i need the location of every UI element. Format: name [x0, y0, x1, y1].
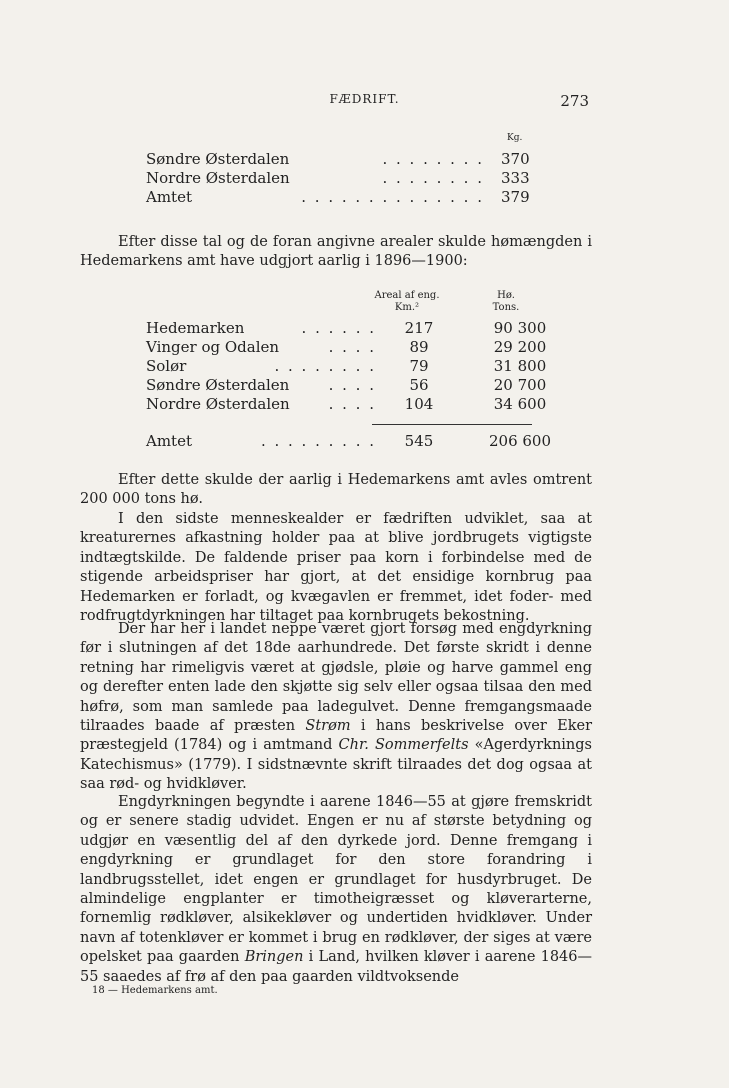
leader-dots: . . . . . . [301, 319, 376, 337]
paragraph-1: Efter dette skulde der aarlig i Hedemarkens amt avles omtrent 200 000 tons hø. [80, 472, 592, 508]
paragraph-3-text-b: i hans beskrivelse over Eker præstegjeld (1784) og i amtmand [80, 718, 593, 754]
col-header-area-unit: Km.² [394, 302, 420, 313]
running-header: FÆDRIFT. [329, 92, 400, 106]
paragraph-3-text-c: «Agerdyrknings Katechismus» (1779). I sidstnævnte skrift tilraades det dog ogsaa at saa rød- og hvidkløver. [80, 737, 592, 793]
row-value: 379 [501, 188, 530, 206]
hay-value: 34 600 [493, 395, 547, 413]
leader-dots: . . . . . . . . . [260, 432, 376, 450]
row-label: Solør [146, 357, 187, 375]
row-label: Vinger og Odalen [146, 338, 280, 356]
table1-unit: Kg. [507, 133, 523, 143]
col-header-hay-label: Hø. [497, 290, 515, 301]
total-rule [372, 424, 532, 425]
paragraph-3-text-a: Der har her i landet neppe været gjort forsøg med engdyrkning før i slutningen af det 18de aarhundrede. Det første skridt i denne retning har rimeligvis været at gjødsle, pløie og harve gammel eng og derefter enten lade den skjøtte sig selv eller ogsaa tilsaa den med høfrø, som man samlede paa ladegulvet. Denne fremgangsmaade tilraades baade af præsten [80, 621, 592, 735]
intro-paragraph: Efter disse tal og de foran angivne arealer skulde hømængden i Hedemarkens amt have udgjort aarlig i 1896—1900: [80, 234, 592, 270]
row-value: 333 [501, 169, 530, 187]
col-header-area-label: Areal af eng. [374, 290, 440, 301]
hay-value: 31 800 [493, 357, 547, 375]
area-value: 104 [404, 395, 434, 413]
total-hay: 206 600 [488, 432, 552, 450]
row-value: 370 [501, 150, 530, 168]
col-header-hay [478, 290, 534, 314]
area-value: 56 [409, 376, 429, 394]
hay-value: 20 700 [493, 376, 547, 394]
leader-dots: . . . . . . . . [274, 357, 376, 375]
row-label: Søndre Østerdalen [146, 150, 290, 168]
paragraph-3 [80, 620, 592, 795]
area-value: 79 [409, 357, 429, 375]
leader-dots: . . . . [328, 395, 376, 413]
person-name-sommerfelt: Chr. Sommerfelts [338, 737, 469, 754]
col-header-hay-unit: Tons. [492, 302, 520, 313]
page-number: 273 [560, 92, 589, 110]
paragraph-4-text-a: Engdyrkningen begyndte i aarene 1846—55 at gjøre fremskridt og er senere stadig udvidet. Engen er nu af største betydning og udgjør en væsentlig del af den dyrkede jord. Denne fremgang i engdyrkning er grundlaget for den store forandring i landbrugsstellet, idet engen er grundlaget for husdyrbruget. De almindelige engplanter er timotheigræsset og kløverarterne, fornemlig rødkløver, alsikekløver og undertiden hvidkløver. Under navn af totenkløver er kommet i brug en rødkløver, der siges at være opelsket paa gaarden [80, 794, 592, 966]
leader-dots: . . . . . . . . . . . . . . [301, 188, 484, 206]
signature-footer: 18 — Hedemarkens amt. [92, 985, 218, 996]
leader-dots: . . . . . . . . [382, 150, 484, 168]
row-label: Amtet [146, 188, 192, 206]
row-label: Søndre Østerdalen [146, 376, 290, 394]
col-header-area [362, 290, 452, 314]
paragraph-2: I den sidste menneskealder er fædriften udviklet, saa at kreaturernes afkastning holder paa at blive jordbrugets vigtigste indtægtskilde. De faldende priser paa korn i forbindelse med de stigende arbeidspriser har gjort, at det ensidige kornbrug paa Hedemarken er forladt, og kvægavlen er fremmet, idet foder- med rodfrugtdyrkningen har tiltaget paa kornbrugets bekostning. [80, 511, 592, 625]
total-label: Amtet [146, 432, 192, 450]
person-name-strom: Strøm [305, 718, 351, 735]
row-label: Nordre Østerdalen [146, 395, 290, 413]
total-area: 545 [404, 432, 434, 450]
leader-dots: . . . . [328, 338, 376, 356]
row-label: Hedemarken [146, 319, 245, 337]
area-value: 217 [404, 319, 434, 337]
paragraph-4 [80, 793, 592, 987]
row-label: Nordre Østerdalen [146, 169, 290, 187]
hay-value: 29 200 [493, 338, 547, 356]
area-value: 89 [409, 338, 429, 356]
paragraph-4-text-b: i Land, hvilken kløver i aarene 1846—55 saaedes af frø af den paa gaarden vildtvoksende [80, 949, 593, 985]
hay-value: 90 300 [493, 319, 547, 337]
farm-name-bringen: Bringen [244, 949, 304, 966]
leader-dots: . . . . [328, 376, 376, 394]
leader-dots: . . . . . . . . [382, 169, 484, 187]
